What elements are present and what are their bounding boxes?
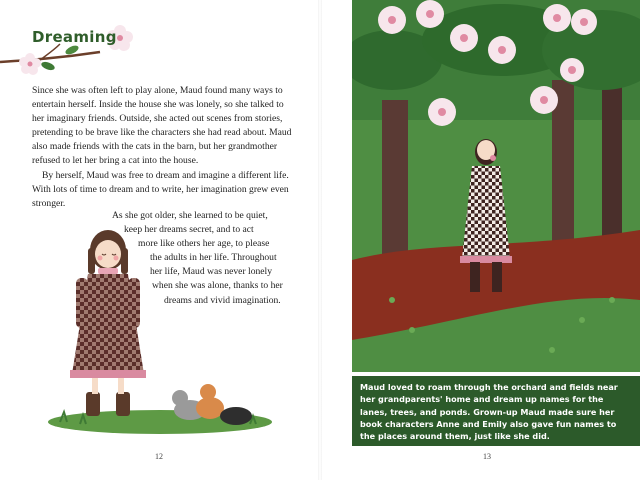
side-line: when she was alone, thanks to her — [152, 280, 283, 292]
caption-box — [352, 376, 640, 446]
paragraph-1: Since she was often left to play alone, Maud found many ways to entertain herself. Inside the house she was lonely, so she talked to her imaginary friends. Outside, she acted out scenes from stories, pretending to be brave like the characters she had read about. Maud also made friends with the cats in the barn, but her grandmother refused to let her bring a cat into the house. — [32, 85, 292, 167]
right-page — [320, 0, 640, 480]
side-line: her life, Maud was never lonely — [150, 266, 273, 278]
page-number-left: 12 — [155, 452, 163, 461]
side-line: dreams and vivid imagination. — [164, 294, 281, 306]
body-text — [32, 84, 294, 211]
side-line: As she got older, she learned to be quiet, — [112, 210, 268, 221]
paragraph-2: By herself, Maud was free to dream and imagine a different life. With lots of time to dream and to write, her imagination grew even stronger. — [32, 169, 289, 209]
side-line: keep her dreams secret, and to act — [124, 224, 254, 236]
girl-with-cats-illustration — [40, 222, 280, 434]
page-number-right: 13 — [483, 452, 491, 461]
caption-text: Maud loved to roam through the orchard and fields near her grandparents' home and dream up names for the lanes, trees, and ponds. Grown-up Maud made sure her book characters Anne and Emily also gave fun names to the places around them, just like she did. — [360, 382, 618, 442]
side-line: more like others her age, to please — [138, 238, 270, 250]
orchard-illustration — [352, 0, 640, 372]
side-line: the adults in her life. Throughout — [150, 252, 277, 264]
chapter-title: Dreaming — [32, 28, 117, 46]
